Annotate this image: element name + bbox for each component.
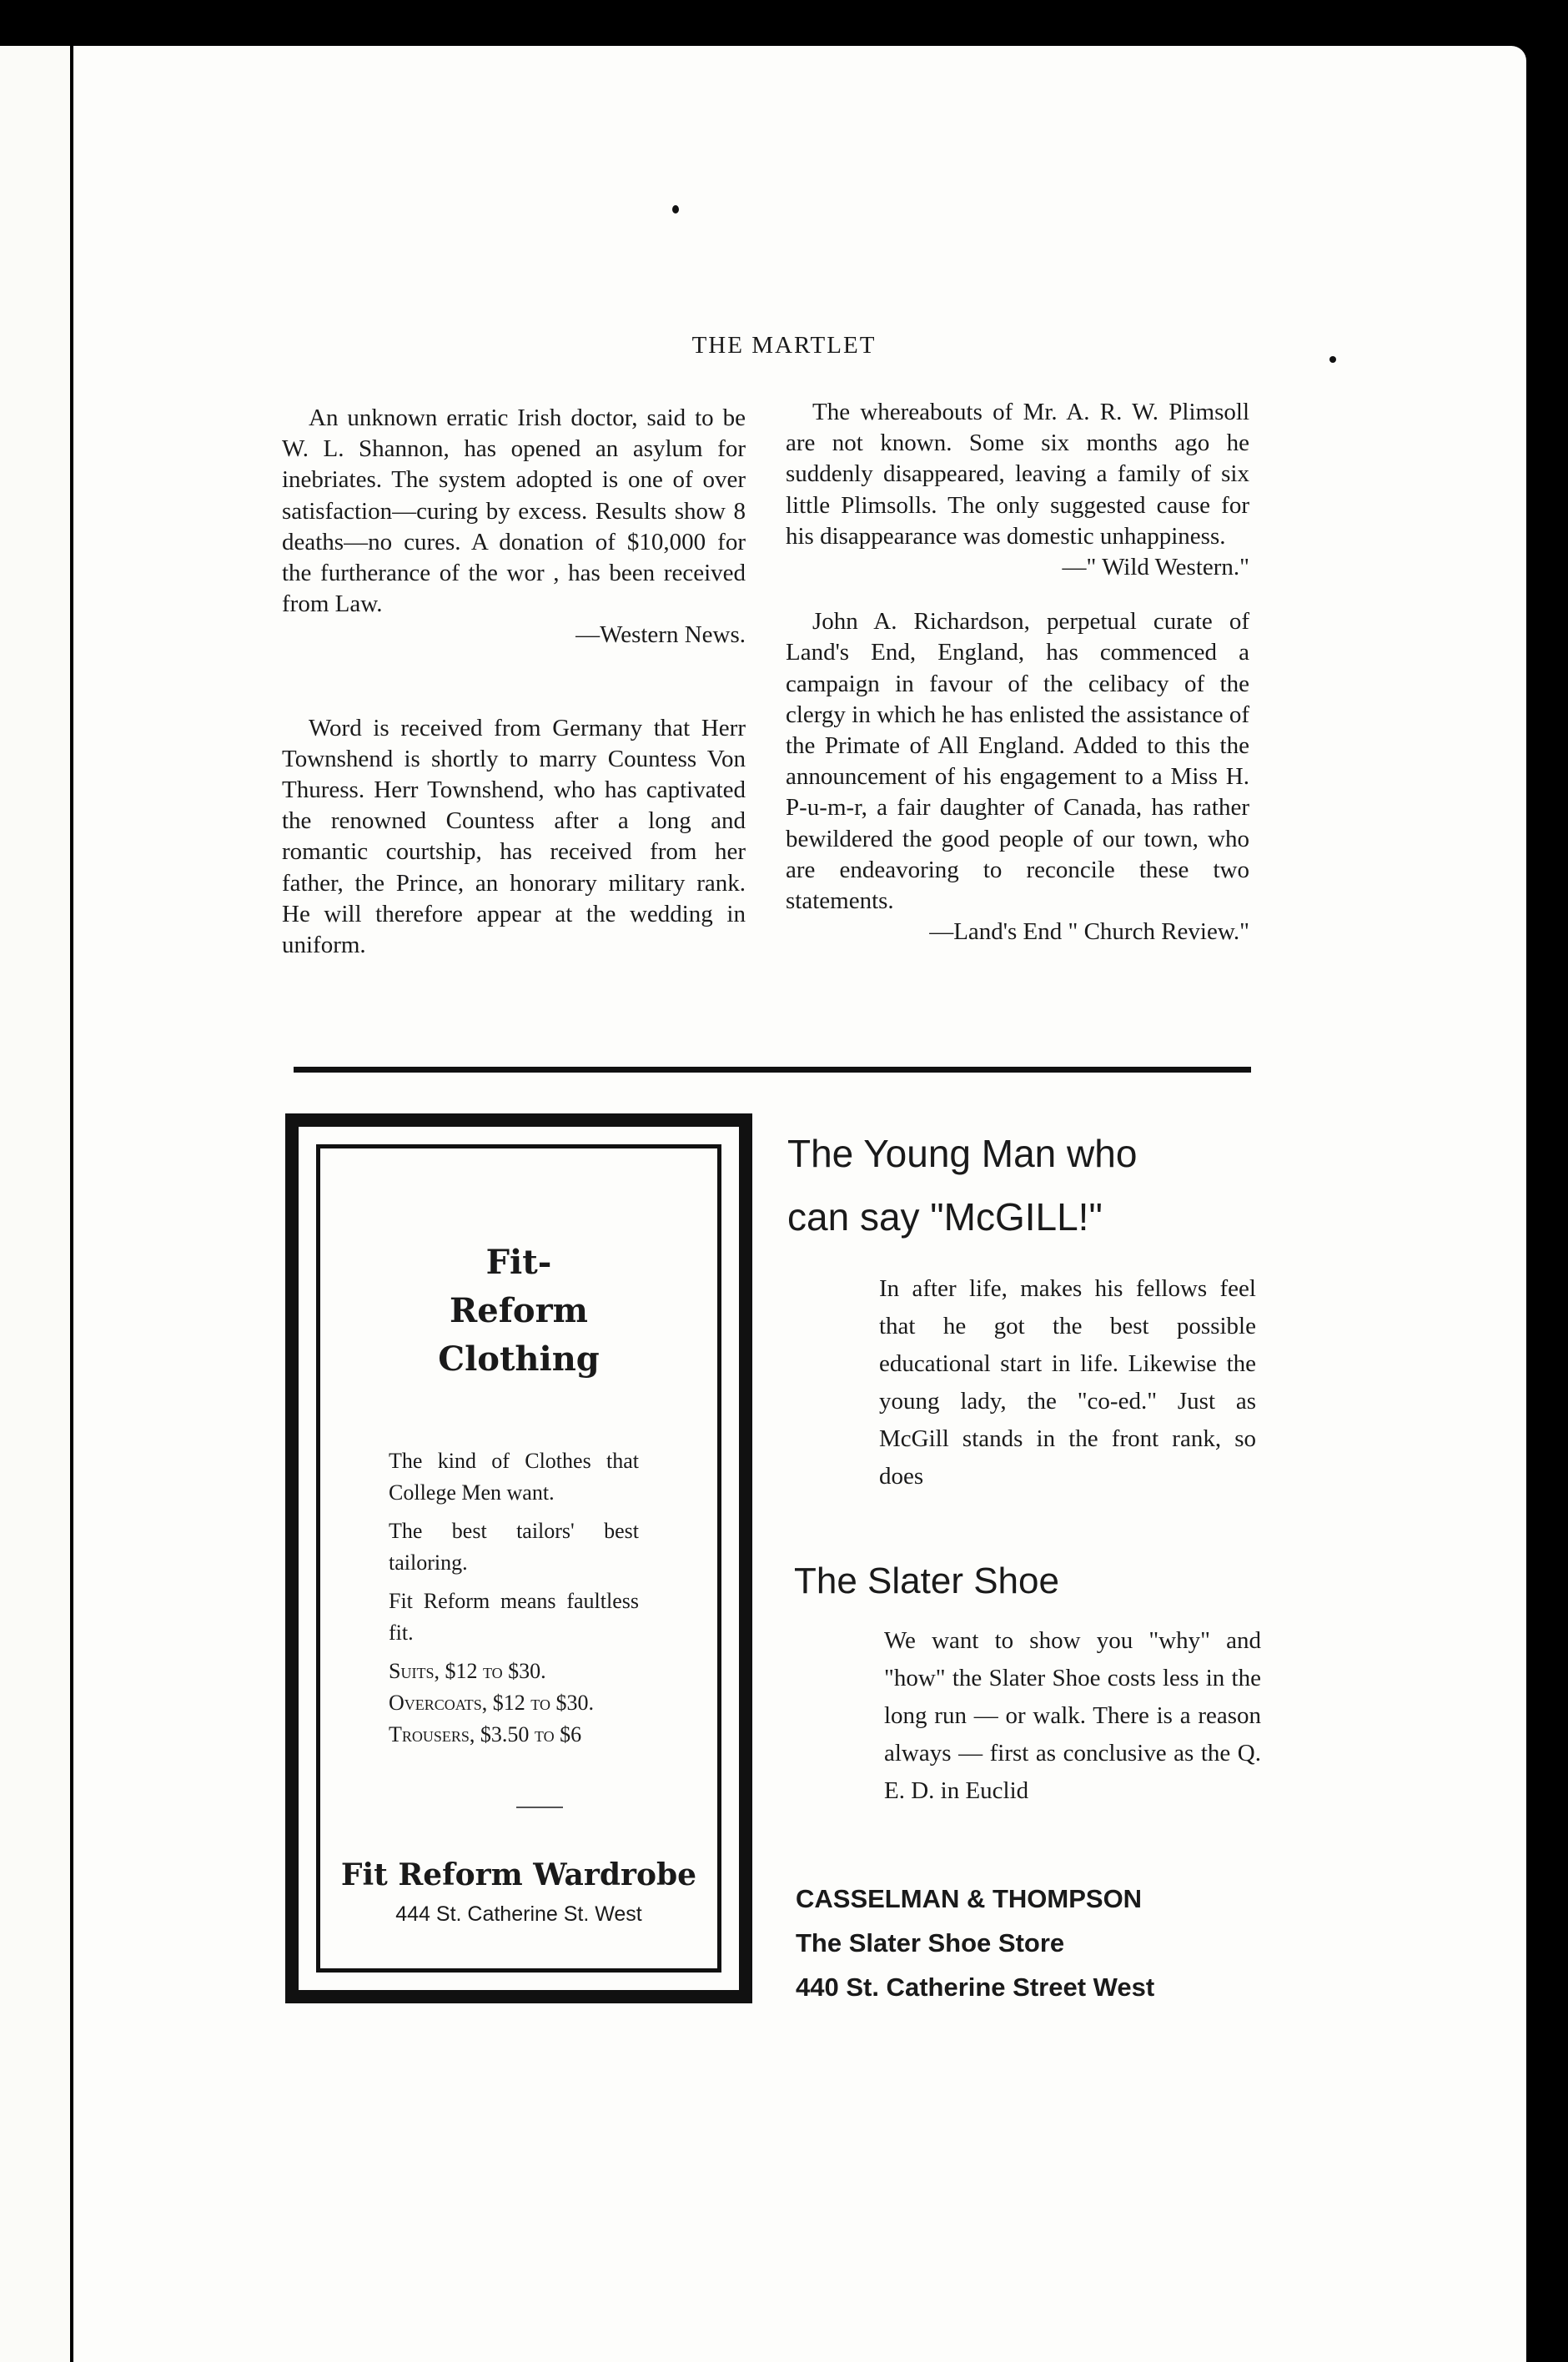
news-item-text: John A. Richardson, perpetual curate of Land's End, England, has commenced a campaign in favour of the celibacy of the clergy in which he has enlisted the assistance of the Primate of All England. Added to this the announcement of his engagement to a Miss H. P-u-m-r, a fair daughter of Canada, has rather bewildered the good people of our town, who are endeavoring to reconcile these two statements. [786,608,1249,915]
ad-body [389,1445,639,1751]
news-item-text: An unknown erratic Irish doctor, said to be W. L. Shannon, has opened an asylum for inebriates. The system adopted is one of over satisfaction—curing by excess. Results show 8 deaths—no cures. A donation of $10,000 for the furtherance of the wor , has been received from Law. [282,405,746,618]
speck [672,205,679,214]
section-divider [294,1067,1251,1073]
column-gap [282,651,746,713]
ad-body [884,1622,1261,1810]
ad-paragraph: The kind of Clothes that College Men want. [389,1449,639,1505]
fit-reform-ad [285,1113,752,2003]
ad-contact [796,1877,1154,2009]
price-overcoats: Overcoats, $12 to $30. [389,1691,594,1715]
ad-separator [516,1807,563,1808]
ad-paragraph: In after life, makes his fellows feel that he got the best possible educational start in life. Likewise the young lady, the "co-ed." Just as McGill stands in the front rank, so does [879,1275,1256,1490]
ad-title-line: Clothing [438,1339,600,1379]
ad-headline: can say "McGILL!" [787,1195,1103,1239]
adjacent-page-edge [0,46,70,2362]
news-item-attribution: —Land's End " Church Review." [929,918,1249,946]
page-header: THE MARTLET [691,332,877,359]
ad-title [320,1239,717,1384]
price-suits: Suits, $12 to $30. [389,1659,546,1683]
news-item-text: The whereabouts of Mr. A. R. W. Plimsoll are not known. Some six months ago he suddenly disappeared, leaving a family of six little Plimsolls. The only suggested cause for his disappearance was domestic unhappiness. [786,399,1249,550]
ad-paragraph: The best tailors' best tailoring. [389,1519,639,1575]
ad-store: The Slater Shoe Store [796,1928,1065,1957]
ad-inner-border [316,1144,721,1973]
ad-company: CASSELMAN & THOMPSON [796,1884,1143,1913]
ad-headline: The Young Man who [787,1132,1138,1175]
news-item-attribution: —Western News. [575,621,746,649]
column-gap [786,583,1249,606]
left-column [282,403,746,961]
right-column [786,397,1249,947]
ad-store-name: Fit Reform Wardrobe [340,1857,697,1892]
price-trousers: Trousers, $3.50 to $6 [389,1722,582,1746]
news-item-text: Word is received from Germany that Herr Townshend is shortly to marry Countess Von Thuress. Herr Townshend, who has captivated the renowned Countess after a long and romantic courtship, has received from her father, the Prince, an honorary military rank. He will therefore appear at the wedding in uniform. [282,714,746,959]
ad-title-line: Reform [450,1291,588,1330]
ad-paragraph: Fit Reform means faultless fit. [389,1589,639,1645]
ad-address: 444 St. Catherine St. West [395,1902,642,1926]
slater-shoe-ad [787,1122,1271,1249]
news-item-attribution: —" Wild Western." [1062,554,1249,581]
ad-body [879,1270,1256,1495]
ad-paragraph: We want to show you "why" and "how" the Slater Shoe costs less in the long run — or walk. There is a reason always — first as conclusive as the Q. E. D. in Euclid [884,1627,1261,1804]
ad-address: 440 St. Catherine Street West [796,1973,1155,2002]
ad-title-line: Fit- [485,1243,552,1282]
ad-product-name: The Slater Shoe [794,1560,1059,1601]
